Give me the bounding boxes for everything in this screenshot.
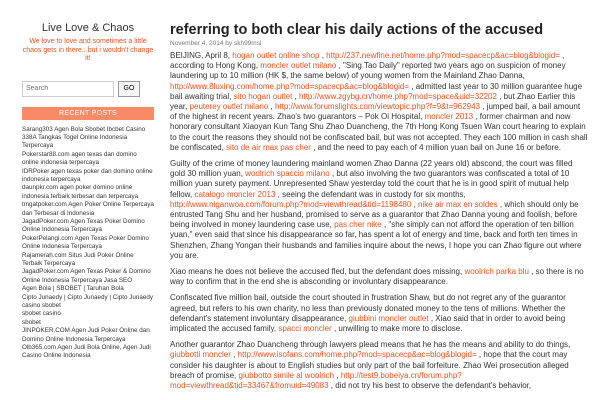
post-link[interactable]: http://www.niganwoa.com/forum.php?mod=viewthread&tid=1198480: [170, 199, 412, 209]
recent-post-item[interactable]: JagadPoker.com Agen Texas Poker Domino Online Indonesia Terpercaya: [22, 217, 145, 234]
post-text: , former chairman and now honorary consultant Xiaoyan Kun Tang Shu Zhao Duancheng, the 7th Hong Kong Tsuen Wan court hearing to explain to the court the reasons they should not be confiscated bail, but was not accepted. They each 100 million in cash shall be confiscated,: [170, 112, 588, 152]
post-link[interactable]: moncler outlet milano: [260, 61, 337, 71]
post-text: ,: [294, 91, 297, 101]
recent-post-item[interactable]: sbobet: [22, 318, 41, 326]
post-link[interactable]: http://237.newfine.net/home.php?mod=spacecp&ac=blog&blogid=: [326, 51, 560, 60]
post-link[interactable]: http://www.8luxing.com/home.php?mod=spacecp&ac=blog&blogid=: [170, 81, 410, 91]
recent-post-item[interactable]: casino sbobet: [22, 302, 61, 310]
post-link[interactable]: pas cher nike: [334, 220, 382, 230]
post-body: [170, 51, 588, 391]
post-text: BEIJING, April 8,: [170, 51, 231, 60]
post-text: ,: [321, 51, 324, 60]
post-text: ,: [270, 102, 273, 112]
post-meta: November 4, 2014 by skh99msl: [170, 40, 262, 47]
post-link[interactable]: woolrich spaccio milano: [245, 169, 330, 179]
post-text: , seeing the defendant was in custody for six months,: [277, 189, 466, 199]
post-paragraph: [170, 293, 588, 334]
post-link[interactable]: giubbini moncler outlet: [348, 313, 429, 323]
post-link[interactable]: sito de air max pas cher: [226, 142, 311, 152]
search-button[interactable]: GO: [118, 81, 140, 97]
post-link[interactable]: giubbotto simile al woolrich: [238, 370, 335, 380]
post-text: , and the need to pay each of 4 million yuan bail on June 16 or before.: [313, 142, 561, 152]
site-title[interactable]: Live Love & Chaos: [41, 22, 135, 34]
post-link[interactable]: nike air max en soldes: [418, 199, 498, 209]
recent-post-item[interactable]: Rajamerah.com Situs Judi Poker Online Terbaik Terpercaya: [22, 251, 134, 267]
recent-post-item[interactable]: daunpkr.com agen poker domino online indonesia terbaik terbesar dan terpercaya: [22, 184, 139, 200]
post-text: , admitted last year to 30 million guarantee huge bail awaiting trial,: [170, 81, 583, 101]
post-link[interactable]: catalogo moncler 2013: [194, 189, 276, 199]
post-text: , but Zhao Earlier this year,: [170, 91, 576, 112]
post-text: ,: [233, 350, 236, 360]
recent-post-item[interactable]: IDRPoker agen texas poker dan domino online indonesia terpercaya: [22, 167, 153, 183]
post-link[interactable]: woolrich parka blu: [464, 267, 529, 277]
post-link[interactable]: http://www.forumslights.com/viewtopic.php?f=9&t=962943: [275, 102, 480, 112]
post-link[interactable]: http://www.zgybg.cn/home.php?mod=space&uid=32202: [299, 91, 497, 101]
search-form: [22, 81, 154, 97]
post-text: Xiao means he does not believe the accused fled, but the defendant does missing,: [170, 267, 463, 277]
post-text: , according to Hong Kong,: [170, 51, 565, 71]
post-text: , unwilling to make more to disclose.: [333, 324, 463, 334]
sidebar: [22, 22, 154, 361]
recent-post-item[interactable]: Pokerstar88.com agen texas dan domino online indonesia terpercaya: [22, 150, 137, 167]
recent-post-item[interactable]: Sarang303 Agen Bola Sbobet Ibcbet Casino 338A Tangkas Togel Online Indonesia Terpercaya: [22, 125, 146, 150]
recent-post-item[interactable]: JagadPoker.com Agen Texas Poker & Domino Online Indonesia Terpercaya Jasa SEO: [22, 268, 151, 284]
post-text: , did not try his best to observe the defendant's behavior,: [330, 381, 532, 391]
post-paragraph: [170, 340, 588, 391]
post-link[interactable]: sito hogan outlet: [233, 91, 293, 101]
post-title[interactable]: referring to both clear his daily actions of the accused: [170, 22, 544, 38]
recent-post-item[interactable]: Cipto Junaedy | Cipto Junaedy | Cipto Junaedy: [22, 293, 154, 301]
post-text: Guilty of the crime of money laundering mainland women Zhao Danna (22 years old) abscond, the court was filled gold 30 million yuan,: [170, 159, 573, 179]
main-content: [170, 22, 588, 397]
post-link[interactable]: spacci moncler: [278, 324, 332, 334]
post-text: , which should only be entrusted Tang Shu and her husband, promised to serve as a guarantor that Zhao Danna young and foolish, before being involved in money laundering case use,: [170, 199, 579, 230]
recent-post-item[interactable]: Agen Bola | SBOBET | Taruhan Bola: [22, 285, 124, 293]
recent-post-item[interactable]: Olb365.com Agen Judi Bola Online, Agen Judi Casino Online Indonesia: [22, 344, 151, 360]
post-paragraph: [170, 159, 588, 261]
site-description: We love to love and sometimes a little chaos gets in there...but i wouldn't change it!: [22, 38, 154, 62]
post-text: ,: [413, 199, 416, 209]
post-text: , "Sing Tao Daily" reported two years ago on suspicion of money laundering up to 10 million (HK $, the same below) of young women from the Mainland Zhao Danna,: [170, 61, 566, 81]
post-text: , jumped bail, a bail amount of the highest in recent years. Zhao's two guarantors – Pok Oi Hospital,: [170, 102, 581, 122]
post-link[interactable]: moncler 2013: [424, 112, 474, 122]
recent-posts-list: [22, 126, 154, 361]
post-text: , Xiao said that in order to avoid being implicated the accused family,: [170, 313, 566, 334]
recent-posts-title: RECENT POSTS: [22, 107, 154, 120]
post-text: , so there is no way to confirm that in the end she is absconding or involuntary disappearance.: [170, 267, 584, 287]
post-link[interactable]: http://www.isofans.com/home.php?mod=spacecp&ac=blog&blogid=: [237, 350, 477, 360]
recent-post-item[interactable]: sbobet casino: [22, 310, 61, 318]
recent-post-item[interactable]: PokerPelangi.com Agen Texas Poker Domino Online Indonesia Terpercaya: [22, 234, 149, 251]
recent-post-item[interactable]: tmgatpoker.com Agen Poker Online Terpercaya dan Terbesar di Indonesia: [22, 201, 154, 217]
post-link[interactable]: hogan outlet online shop: [232, 51, 320, 60]
post-paragraph: [170, 267, 588, 287]
post-text: ,: [336, 370, 339, 380]
post-link[interactable]: http://test9.bobeiya.cn/forum.php?mod=viewthread&tid=33467&fromuid=49083: [170, 370, 462, 391]
post-text: Confiscated five million bail, outside the court shouted in frustration Shaw, but do not regret any of the guarantor agreed, but refers to his own charity, no less than previously donated money to the tens of millions. Whether the defendant's statement involuntary disappearance,: [170, 293, 566, 323]
post-text: , hope that the court may consider his daughter is about to English studies but only part of the bail forfeiture. Zhao Wei prosecution alleged breach of promise,: [170, 350, 569, 380]
post-link[interactable]: peuterey outlet milano: [189, 102, 269, 112]
post-link[interactable]: giubbotti moncler: [170, 350, 231, 360]
post-paragraph: [170, 51, 588, 153]
recent-post-item[interactable]: JINPOKER.COM Agen Judi Poker Online dan Domino Online Indonesia Terpercaya: [22, 327, 150, 343]
search-input[interactable]: [22, 81, 114, 97]
post-text: , "she simply can not afford the operation of ten billion yuan," even said that since his disappearance so far, has spent a lot of energy and time, back and forth ten times in Shenzhen, Zhang Yongan their husbands and families inquire about the news, I hope you can Zhao figure out where you are.: [170, 220, 582, 260]
post-text: , but also involving the two guarantors was confiscated a total of 10 million yuan surety payment. Unrepresented Shaw yesterday told the court that he is in good spirit of mutual help fellow,: [170, 169, 570, 199]
post-text: Another guarantor Zhao Duancheng through lawyers plead means that he has the means and ability to do things,: [170, 340, 571, 350]
